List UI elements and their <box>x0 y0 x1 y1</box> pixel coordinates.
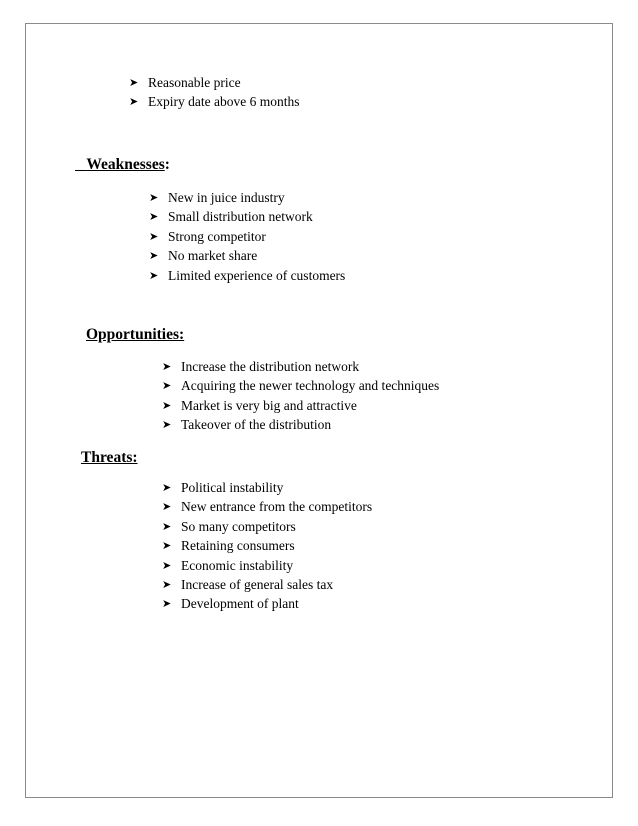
weaknesses-list <box>149 188 345 285</box>
arrow-bullet-icon: ➤ <box>149 210 159 224</box>
arrow-bullet-icon: ➤ <box>149 268 159 282</box>
list-item: ➤ Market is very big and attractive <box>162 396 439 415</box>
arrow-bullet-icon: ➤ <box>162 398 172 412</box>
list-item: ➤ New in juice industry <box>149 188 345 207</box>
arrow-bullet-icon: ➤ <box>149 229 159 243</box>
strengths-list <box>129 73 299 112</box>
list-item: ➤ Acquiring the newer technology and techniques <box>162 376 439 395</box>
arrow-bullet-icon: ➤ <box>162 539 172 553</box>
list-item: ➤ New entrance from the competitors <box>162 497 372 516</box>
arrow-bullet-icon: ➤ <box>162 360 172 373</box>
arrow-bullet-icon: ➤ <box>162 558 172 572</box>
list-item: ➤ Retaining consumers <box>162 536 372 555</box>
list-item: ➤ Strong competitor <box>149 227 345 246</box>
list-item: ➤ Development of plant <box>162 594 372 613</box>
list-item: ➤ Increase of general sales tax <box>162 575 372 594</box>
arrow-bullet-icon: ➤ <box>162 577 172 591</box>
arrow-bullet-icon: ➤ <box>162 597 172 611</box>
list-item: ➤ No market share <box>149 246 345 265</box>
list-item: ➤ Limited experience of customers <box>149 266 345 285</box>
list-item: ➤ Increase the distribution network <box>162 357 439 376</box>
arrow-bullet-icon: ➤ <box>149 249 159 263</box>
list-item: ➤ Expiry date above 6 months <box>129 92 299 111</box>
arrow-bullet-icon: ➤ <box>162 418 172 432</box>
arrow-bullet-icon: ➤ <box>162 500 172 514</box>
arrow-bullet-icon: ➤ <box>162 379 172 393</box>
list-item: ➤ Small distribution network <box>149 207 345 226</box>
list-item: ➤ Takeover of the distribution <box>162 415 439 434</box>
opportunities-list <box>162 357 439 435</box>
weaknesses-heading: Weaknesses: <box>86 156 170 173</box>
list-item: ➤ Political instability <box>162 478 372 497</box>
arrow-bullet-icon: ➤ <box>129 95 139 109</box>
threats-list <box>162 478 372 614</box>
list-item: ➤ So many competitors <box>162 517 372 536</box>
threats-heading: Threats: <box>81 449 138 466</box>
list-item: ➤ Economic instability <box>162 556 372 575</box>
arrow-bullet-icon: ➤ <box>129 76 139 89</box>
list-item: ➤ Reasonable price <box>129 73 299 92</box>
arrow-bullet-icon: ➤ <box>149 191 159 204</box>
arrow-bullet-icon: ➤ <box>162 519 172 533</box>
opportunities-heading: Opportunities: <box>86 326 185 343</box>
arrow-bullet-icon: ➤ <box>162 481 172 494</box>
